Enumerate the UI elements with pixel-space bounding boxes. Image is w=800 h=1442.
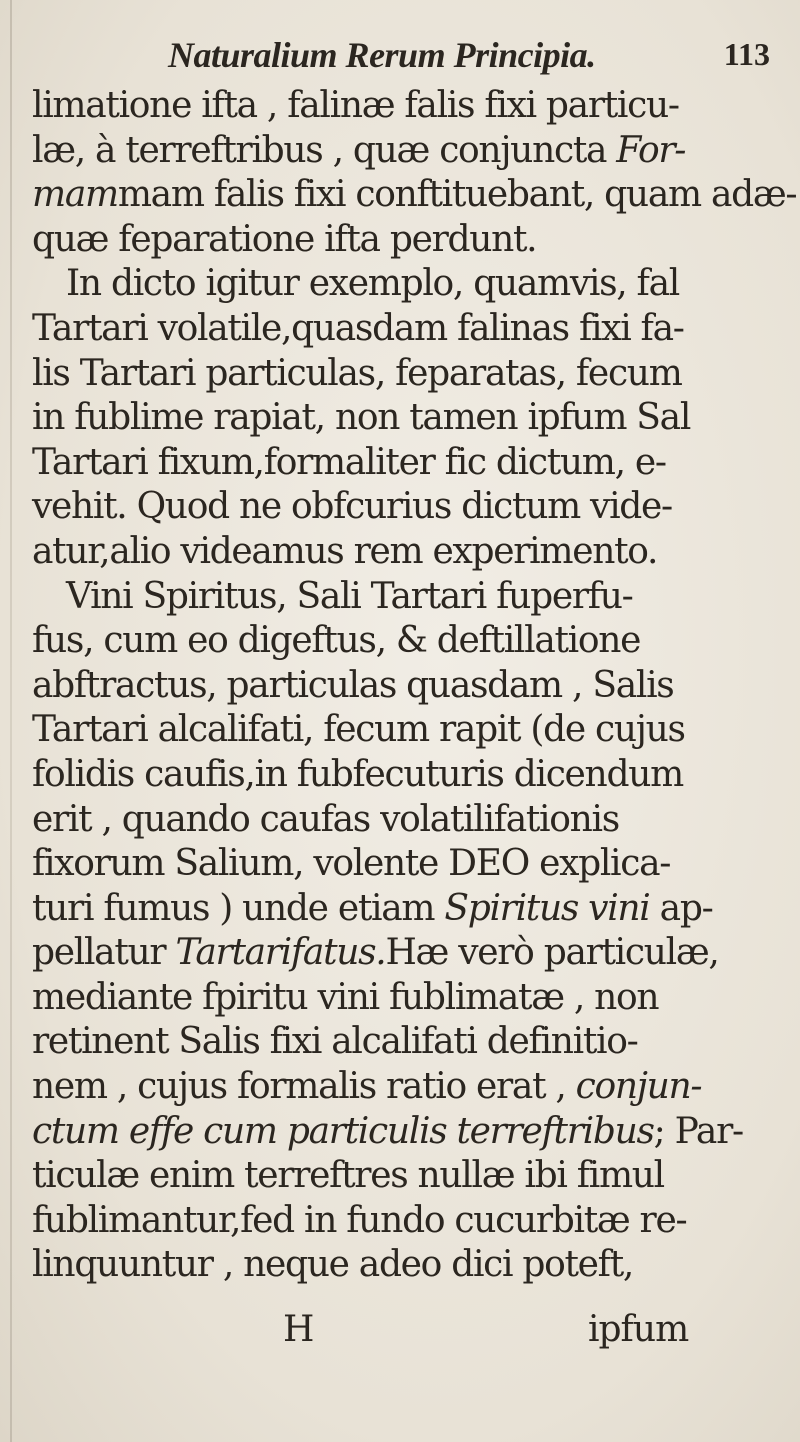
text-line: ctum effe cum particulis terreftribus; Par-: [32, 1110, 743, 1152]
text-line: læ, à terreftribus , quæ conjuncta For-: [32, 129, 686, 171]
text-line: pellatur Tartarifatus.Hæ verò particulæ,: [32, 932, 719, 974]
page-header: [0, 28, 800, 78]
running-title: Naturalium Rerum Principia.: [168, 35, 596, 75]
italic-fragment: mam: [32, 174, 118, 216]
text-line: In dicto igitur exemplo, quamvis, fal: [66, 263, 679, 305]
text-line: linquuntur , neque adeo dici poteft,: [32, 1244, 634, 1286]
binding-edge: [10, 0, 12, 1442]
text-line: abftractus, particulas quasdam , Salis: [32, 664, 674, 706]
page-footer: [0, 1308, 800, 1358]
text-line: fublimantur,fed in fundo cucurbitæ re-: [32, 1199, 687, 1241]
text-line: folidis caufis,in fubfecuturis dicendum: [32, 753, 683, 795]
page-number: 113: [723, 36, 770, 72]
text-line: atur,alio videamus rem experimento.: [32, 530, 658, 572]
italic-fragment: ctum effe cum particulis terreftribus: [32, 1110, 654, 1152]
text-line: lis Tartari particulas, feparatas, fecum: [32, 352, 682, 394]
text-line: Tartari volatile,quasdam falinas fixi fa-: [32, 307, 684, 349]
text-line: mammam falis fixi conftituebant, quam adæ-: [32, 174, 797, 216]
text-line: turi fumus ) unde etiam Spiritus vini ap-: [32, 887, 713, 929]
italic-fragment: Spiritus vini: [444, 887, 650, 929]
text-line: vehit. Quod ne obfcurius dictum vide-: [32, 486, 672, 528]
text-line: retinent Salis fixi alcalifati definitio-: [32, 1021, 638, 1063]
italic-fragment: conjun-: [575, 1066, 702, 1108]
italic-fragment: Tartarifatus.: [175, 932, 386, 974]
text-line: erit , quando caufas volatilifationis: [32, 798, 619, 840]
body-text: [32, 84, 797, 1288]
text-line: Tartari fixum,formaliter fic dictum, e-: [32, 441, 666, 483]
italic-fragment: For-: [616, 129, 686, 171]
text-line: nem , cujus formalis ratio erat , conjun-: [32, 1066, 702, 1108]
signature-mark: H: [283, 1309, 315, 1350]
text-line: in fublime rapiat, non tamen ipfum Sal: [32, 397, 691, 439]
text-line: Vini Spiritus, Sali Tartari fuperfu-: [66, 575, 633, 617]
text-line: fixorum Salium, volente DEO explica-: [32, 843, 671, 885]
text-line: Tartari alcalifati, fecum rapit (de cujus: [32, 709, 685, 751]
text-line: ticulæ enim terreftres nullæ ibi fimul: [32, 1155, 664, 1197]
catchword: ipfum: [588, 1309, 689, 1350]
text-line: limatione ifta , falinæ falis fixi particu-: [32, 85, 679, 126]
text-line: fus, cum eo digeftus, & deftillatione: [32, 620, 641, 662]
text-line: quæ feparatione ifta perdunt.: [32, 218, 537, 260]
text-line: mediante fpiritu vini fublimatæ , non: [32, 976, 659, 1018]
